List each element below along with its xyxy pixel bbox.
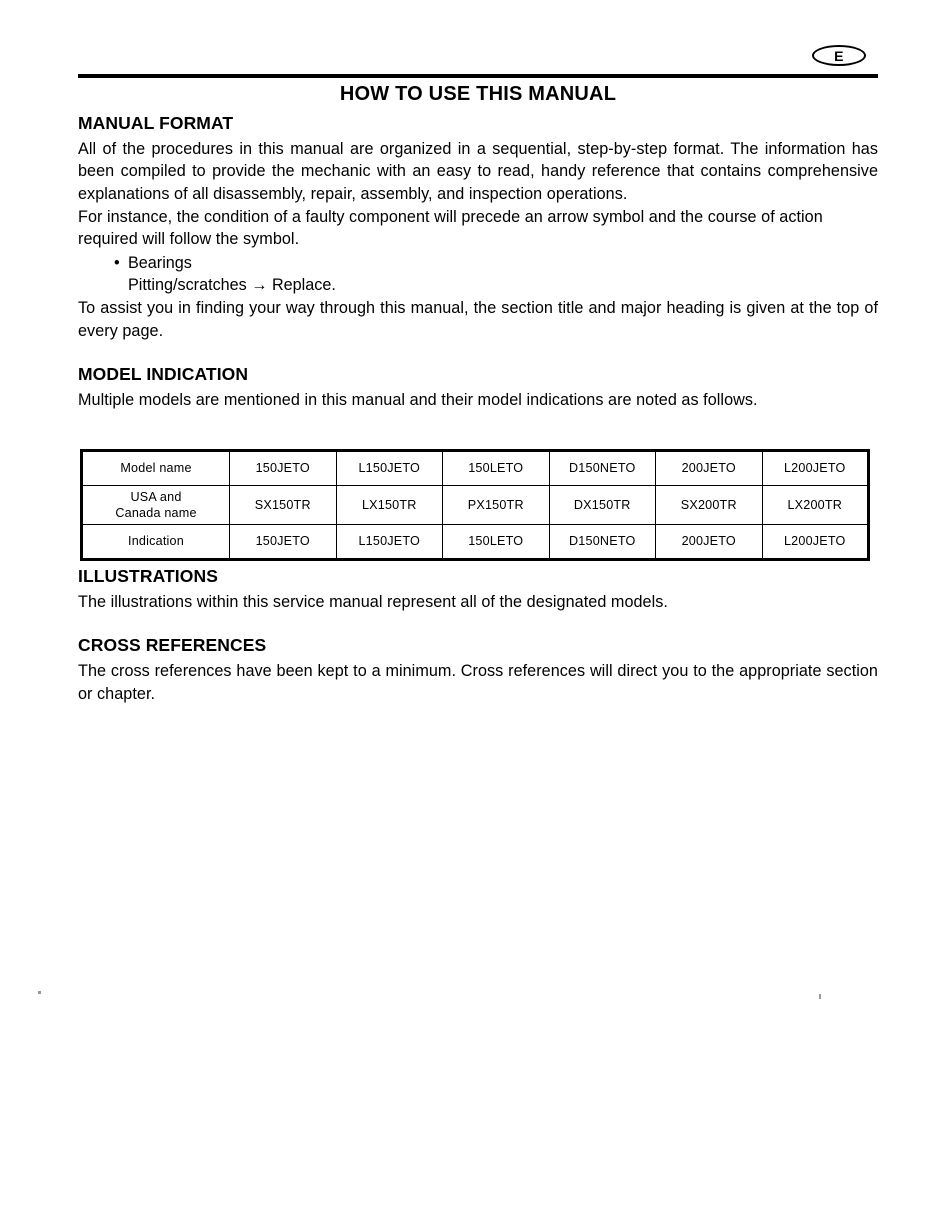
language-badge bbox=[812, 45, 866, 66]
heading-manual-format: MANUAL FORMAT bbox=[78, 113, 234, 133]
table-cell: D150NETO bbox=[549, 451, 656, 486]
table-cell: L200JETO bbox=[762, 525, 869, 560]
table-cell: SX200TR bbox=[656, 486, 763, 525]
manual-format-paragraph-2: For instance, the condition of a faulty component will precede an arrow symbol and the course of action required will follow the symbol. bbox=[78, 207, 823, 249]
cross-references-paragraph-1: The cross references have been kept to a minimum. Cross references will direct you to the appropriate section or chapter. bbox=[78, 662, 878, 703]
table-row bbox=[82, 451, 869, 486]
table-cell: 150LETO bbox=[443, 451, 550, 486]
heading-cross-references: CROSS REFERENCES bbox=[78, 635, 267, 656]
manual-format-paragraph-3: To assist you in finding your way through this manual, the section title and major heading is given at the top of every page. bbox=[78, 299, 878, 340]
model-indication-table-wrapper bbox=[80, 449, 870, 561]
model-indication-paragraph-1: Multiple models are mentioned in this manual and their model indications are noted as follows. bbox=[78, 391, 758, 410]
table-row-label-line-1: USA and bbox=[130, 490, 182, 504]
scan-artifact bbox=[819, 994, 821, 999]
page-title: HOW TO USE THIS MANUAL bbox=[339, 83, 617, 105]
bullet-item-detail: Pitting/scratches → Replace. bbox=[128, 276, 336, 295]
table-cell: 150LETO bbox=[443, 525, 550, 560]
bullet-item-bearings bbox=[114, 252, 878, 275]
language-badge-label: E bbox=[834, 47, 844, 64]
table-row-label: Indication bbox=[82, 525, 230, 560]
table-cell: PX150TR bbox=[443, 486, 550, 525]
heading-illustrations: ILLUSTRATIONS bbox=[78, 566, 218, 586]
table-cell: L200JETO bbox=[762, 451, 869, 486]
table-cell: LX150TR bbox=[336, 486, 443, 525]
table-cell: L150JETO bbox=[336, 451, 443, 486]
table-cell: DX150TR bbox=[549, 486, 656, 525]
manual-format-paragraph-1: All of the procedures in this manual are organized in a sequential, step-by-step format. The information has been compiled to provide the mechanic with an easy to read, handy reference that contains comprehensive explanations of all disassembly, repair, assembly, and inspection operations. bbox=[78, 139, 878, 204]
table-row bbox=[82, 525, 869, 560]
table-row-label bbox=[82, 486, 230, 525]
table-cell: 150JETO bbox=[230, 451, 337, 486]
scan-artifact bbox=[38, 991, 41, 994]
bullet-item-label: Bearings bbox=[128, 253, 192, 272]
table-cell: 200JETO bbox=[656, 451, 763, 486]
table-row-label: Model name bbox=[82, 451, 230, 486]
table-cell: 200JETO bbox=[656, 525, 763, 560]
table-row-label-line-2: Canada name bbox=[115, 506, 197, 520]
illustrations-paragraph-1: The illustrations within this service manual represent all of the designated models. bbox=[78, 592, 668, 611]
heading-model-indication: MODEL INDICATION bbox=[78, 364, 249, 385]
table-cell: SX150TR bbox=[230, 486, 337, 525]
bearings-example bbox=[78, 252, 878, 297]
table-cell: D150NETO bbox=[549, 525, 656, 560]
table-cell: LX200TR bbox=[762, 486, 869, 525]
bullet-marker-icon: • bbox=[114, 253, 120, 272]
header-divider bbox=[78, 74, 878, 78]
table-cell: 150JETO bbox=[230, 525, 337, 560]
document-content-lower bbox=[78, 566, 878, 706]
table-cell: L150JETO bbox=[336, 525, 443, 560]
table-row bbox=[82, 486, 869, 525]
model-indication-table bbox=[80, 449, 870, 561]
document-content bbox=[78, 82, 878, 412]
